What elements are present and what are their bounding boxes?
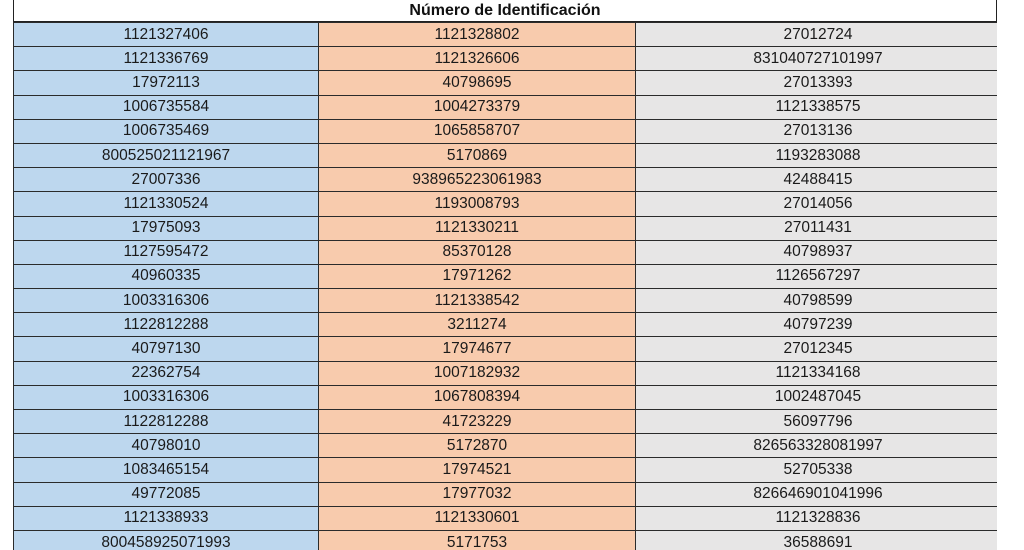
table-row [14, 216, 998, 240]
table-cell[interactable]: 800525021121967 [14, 143, 319, 167]
table-cell[interactable]: 41723229 [319, 410, 636, 434]
table-cell[interactable]: 27012724 [636, 23, 998, 47]
table-cell[interactable]: 42488415 [636, 168, 998, 192]
table-cell[interactable]: 1067808394 [319, 385, 636, 409]
table-cell[interactable]: 1122812288 [14, 313, 319, 337]
table-cell[interactable]: 17974677 [319, 337, 636, 361]
table-cell[interactable]: 826563328081997 [636, 434, 998, 458]
table-cell[interactable]: 17971262 [319, 264, 636, 288]
table-cell[interactable]: 1127595472 [14, 240, 319, 264]
table-cell[interactable]: 1083465154 [14, 458, 319, 482]
table-cell[interactable]: 1121330601 [319, 506, 636, 530]
table-row [14, 530, 998, 550]
table-cell[interactable]: 85370128 [319, 240, 636, 264]
table-cell[interactable]: 1122812288 [14, 410, 319, 434]
table-row [14, 410, 998, 434]
table-title: Número de Identificación [13, 0, 997, 22]
table-cell[interactable]: 40798937 [636, 240, 998, 264]
table-cell[interactable]: 3211274 [319, 313, 636, 337]
table-cell[interactable]: 5172870 [319, 434, 636, 458]
table-cell[interactable]: 1121330211 [319, 216, 636, 240]
table-row [14, 143, 998, 167]
table-row [14, 289, 998, 313]
table-cell[interactable]: 5170869 [319, 143, 636, 167]
table-cell[interactable]: 1065858707 [319, 119, 636, 143]
table-cell[interactable]: 27007336 [14, 168, 319, 192]
table-row [14, 192, 998, 216]
table-row [14, 313, 998, 337]
table-cell[interactable]: 40960335 [14, 264, 319, 288]
table-cell[interactable]: 40798695 [319, 71, 636, 95]
table-cell[interactable]: 1004273379 [319, 95, 636, 119]
table-cell[interactable]: 826646901041996 [636, 482, 998, 506]
table-cell[interactable]: 17977032 [319, 482, 636, 506]
table-cell[interactable]: 1121326606 [319, 47, 636, 71]
table-cell[interactable]: 27011431 [636, 216, 998, 240]
table-cell[interactable]: 27013393 [636, 71, 998, 95]
table-cell[interactable]: 52705338 [636, 458, 998, 482]
table-cell[interactable]: 17975093 [14, 216, 319, 240]
table-cell[interactable]: 1121338575 [636, 95, 998, 119]
table-row [14, 240, 998, 264]
table-cell[interactable]: 56097796 [636, 410, 998, 434]
table-cell[interactable]: 17974521 [319, 458, 636, 482]
table-cell[interactable]: 27012345 [636, 337, 998, 361]
table-row [14, 23, 998, 47]
table-row [14, 168, 998, 192]
table-cell[interactable]: 1121338542 [319, 289, 636, 313]
spreadsheet [13, 0, 997, 550]
table-row [14, 482, 998, 506]
table-row [14, 47, 998, 71]
table-cell[interactable]: 1006735469 [14, 119, 319, 143]
table-cell[interactable]: 40797130 [14, 337, 319, 361]
table-cell[interactable]: 1006735584 [14, 95, 319, 119]
table-cell[interactable]: 1121338933 [14, 506, 319, 530]
table-cell[interactable]: 1193008793 [319, 192, 636, 216]
table-cell[interactable]: 40798599 [636, 289, 998, 313]
id-table [13, 22, 997, 550]
table-cell[interactable]: 1003316306 [14, 289, 319, 313]
table-row [14, 434, 998, 458]
table-cell[interactable]: 5171753 [319, 530, 636, 550]
table-cell[interactable]: 22362754 [14, 361, 319, 385]
table-row [14, 506, 998, 530]
table-cell[interactable]: 1121336769 [14, 47, 319, 71]
table-cell[interactable]: 1121327406 [14, 23, 319, 47]
table-row [14, 458, 998, 482]
table-cell[interactable]: 831040727101997 [636, 47, 998, 71]
table-row [14, 119, 998, 143]
table-cell[interactable]: 1121328802 [319, 23, 636, 47]
table-cell[interactable]: 40797239 [636, 313, 998, 337]
table-body [14, 23, 998, 550]
table-row [14, 337, 998, 361]
table-cell[interactable]: 1002487045 [636, 385, 998, 409]
table-cell[interactable]: 27014056 [636, 192, 998, 216]
table-cell[interactable]: 1007182932 [319, 361, 636, 385]
table-cell[interactable]: 17972113 [14, 71, 319, 95]
table-row [14, 95, 998, 119]
table-cell[interactable]: 1193283088 [636, 143, 998, 167]
table-cell[interactable]: 938965223061983 [319, 168, 636, 192]
table-cell[interactable]: 40798010 [14, 434, 319, 458]
table-row [14, 361, 998, 385]
table-cell[interactable]: 1003316306 [14, 385, 319, 409]
table-row [14, 385, 998, 409]
table-cell[interactable]: 27013136 [636, 119, 998, 143]
table-cell[interactable]: 1126567297 [636, 264, 998, 288]
table-cell[interactable]: 1121328836 [636, 506, 998, 530]
table-cell[interactable]: 1121330524 [14, 192, 319, 216]
table-cell[interactable]: 800458925071993 [14, 530, 319, 550]
table-cell[interactable]: 1121334168 [636, 361, 998, 385]
table-row [14, 264, 998, 288]
table-cell[interactable]: 36588691 [636, 530, 998, 550]
table-cell[interactable]: 49772085 [14, 482, 319, 506]
table-row [14, 71, 998, 95]
